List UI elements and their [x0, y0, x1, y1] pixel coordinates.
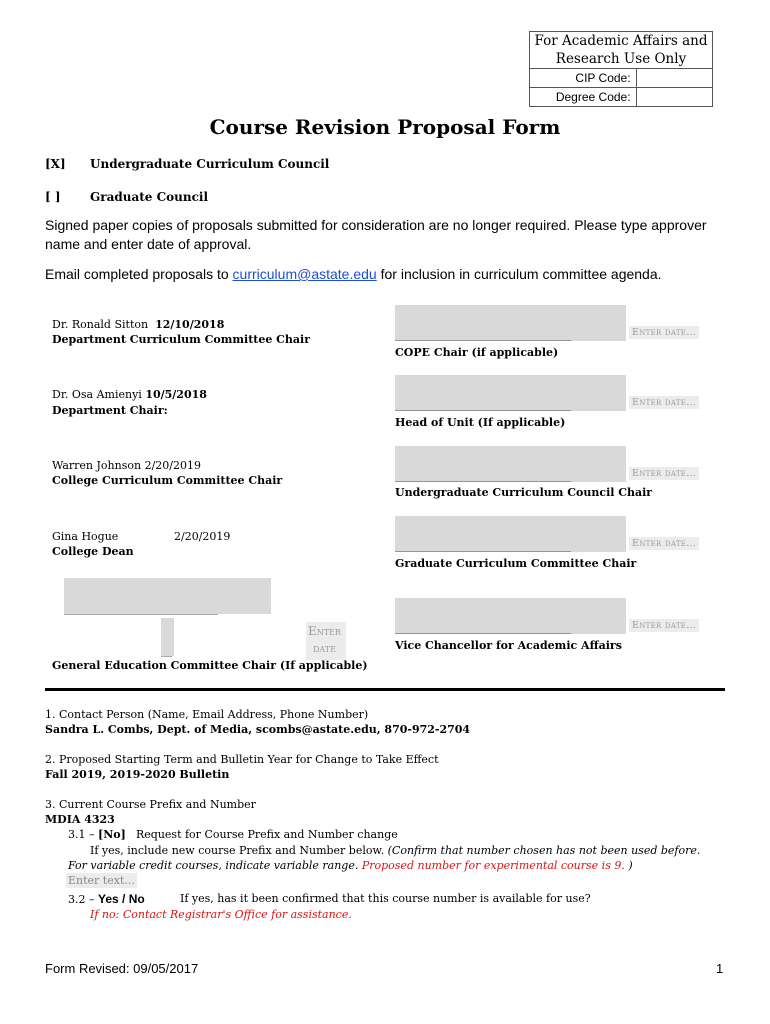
approver-name: Dr. Osa Amienyi	[52, 388, 142, 401]
signed-copies-note: Signed paper copies of proposals submitted for consideration are no longer required. Please type approver name and enter date of approval.	[45, 217, 707, 252]
q32-note: If no: Contact Registrar's Office for assistance.	[90, 908, 352, 921]
form-revised-date: Form Revised: 09/05/2017	[45, 961, 199, 976]
signature-line: ________________________________	[395, 539, 571, 552]
form-title: Course Revision Proposal Form	[209, 115, 561, 139]
vcaa-enter-date[interactable]: Enter date...	[629, 619, 699, 632]
signature-line: ________________________________	[395, 621, 571, 634]
q3-answer[interactable]: MDIA 4323	[45, 813, 115, 826]
approver-title: College Curriculum Committee Chair	[52, 474, 283, 487]
council-ugcc-checkbox[interactable]: [X]	[45, 157, 66, 171]
q31-prefix: 3.1 –	[68, 828, 98, 841]
gen-ed-signature-dash: __	[161, 644, 172, 657]
q1-answer[interactable]: Sandra L. Combs, Dept. of Media, scombs@astate.edu, 870-972-2704	[45, 723, 471, 736]
q1-label: 1. Contact Person (Name, Email Address, Phone Number)	[45, 708, 369, 721]
gcc-chair-enter-date[interactable]: Enter date...	[629, 537, 699, 550]
approval-date: 10/5/2018	[145, 388, 207, 401]
gen-ed-signature-line: ____________________________	[64, 602, 218, 615]
gen-ed-chair-title: General Education Committee Chair (If applicable)	[52, 659, 368, 672]
q31-instructions	[68, 843, 708, 873]
q31-new-number-input[interactable]: Enter text...	[68, 874, 135, 887]
q31-experimental-note: Proposed number for experimental course is 9.	[361, 859, 625, 872]
approval-date: 12/10/2018	[155, 318, 225, 331]
q2-answer[interactable]: Fall 2019, 2019-2020 Bulletin	[45, 768, 230, 781]
degree-code-field[interactable]	[636, 88, 712, 107]
q31-line	[68, 828, 126, 841]
approver-title: Department Curriculum Committee Chair	[52, 333, 311, 346]
ucc-chair-enter-date[interactable]: Enter date...	[629, 467, 699, 480]
approver-title: College Dean	[52, 545, 134, 558]
q31-text: Request for Course Prefix and Number change	[136, 828, 398, 841]
approver-title: Vice Chancellor for Academic Affairs	[395, 639, 622, 652]
use-box-header: For Academic Affairs and Research Use Only	[530, 32, 713, 69]
degree-code-label: Degree Code:	[530, 88, 637, 107]
gen-ed-enter-date-1: Enter	[308, 624, 341, 638]
gen-ed-enter-date-2: date	[313, 642, 336, 655]
q32-selection[interactable]: Yes / No	[98, 892, 145, 906]
council-graduate-checkbox[interactable]: [ ]	[45, 190, 61, 204]
approver-title: Undergraduate Curriculum Council Chair	[395, 486, 653, 499]
signature-line: ________________________________	[395, 398, 571, 411]
q3-label: 3. Current Course Prefix and Number	[45, 798, 256, 811]
q2-label: 2. Proposed Starting Term and Bulletin Year for Change to Take Effect	[45, 753, 439, 766]
q31-italic: (Confirm that number chosen has not been used before. For variable credit courses, indicate variable range.	[68, 844, 701, 872]
page-number: 1	[716, 961, 724, 976]
cip-code-field[interactable]	[636, 69, 712, 88]
signature-line: ________________________________	[395, 469, 571, 482]
approver-title: Department Chair:	[52, 404, 168, 417]
section-divider	[45, 688, 725, 691]
approver-dept-chair	[52, 388, 207, 401]
email-instruction	[45, 266, 725, 282]
email-prefix: Email completed proposals to	[45, 266, 233, 282]
approver-title: Graduate Curriculum Committee Chair	[395, 557, 637, 570]
signature-line: ________________________________	[395, 328, 571, 341]
approver-name: Dr. Ronald Sitton	[52, 318, 149, 331]
q32-line	[68, 892, 145, 906]
council-graduate-label: Graduate Council	[90, 190, 209, 204]
email-suffix: for inclusion in curriculum committee agenda.	[376, 266, 662, 282]
q32-text: If yes, has it been confirmed that this course number is available for use?	[180, 892, 591, 905]
q31-selection[interactable]: [No]	[98, 828, 126, 841]
cope-enter-date[interactable]: Enter date...	[629, 326, 699, 339]
q32-prefix: 3.2 –	[68, 893, 98, 906]
approver-title: Head of Unit (If applicable)	[395, 416, 566, 429]
cip-code-label: CIP Code:	[530, 69, 637, 88]
approval-date: 2/20/2019	[174, 530, 231, 543]
approver-title: COPE Chair (if applicable)	[395, 346, 559, 359]
approver-name: Gina Hogue	[52, 530, 119, 543]
curriculum-email-link[interactable]: curriculum@astate.edu	[232, 266, 377, 282]
council-ugcc-label: Undergraduate Curriculum Council	[90, 157, 330, 171]
academic-affairs-use-box	[529, 31, 713, 107]
head-of-unit-enter-date[interactable]: Enter date...	[629, 396, 699, 409]
q31-instr: If yes, include new course Prefix and Number below.	[90, 844, 388, 857]
q31-close: )	[624, 859, 633, 872]
approver-dept-curriculum	[52, 318, 224, 331]
approver-name: Warren Johnson 2/20/2019	[52, 459, 201, 472]
